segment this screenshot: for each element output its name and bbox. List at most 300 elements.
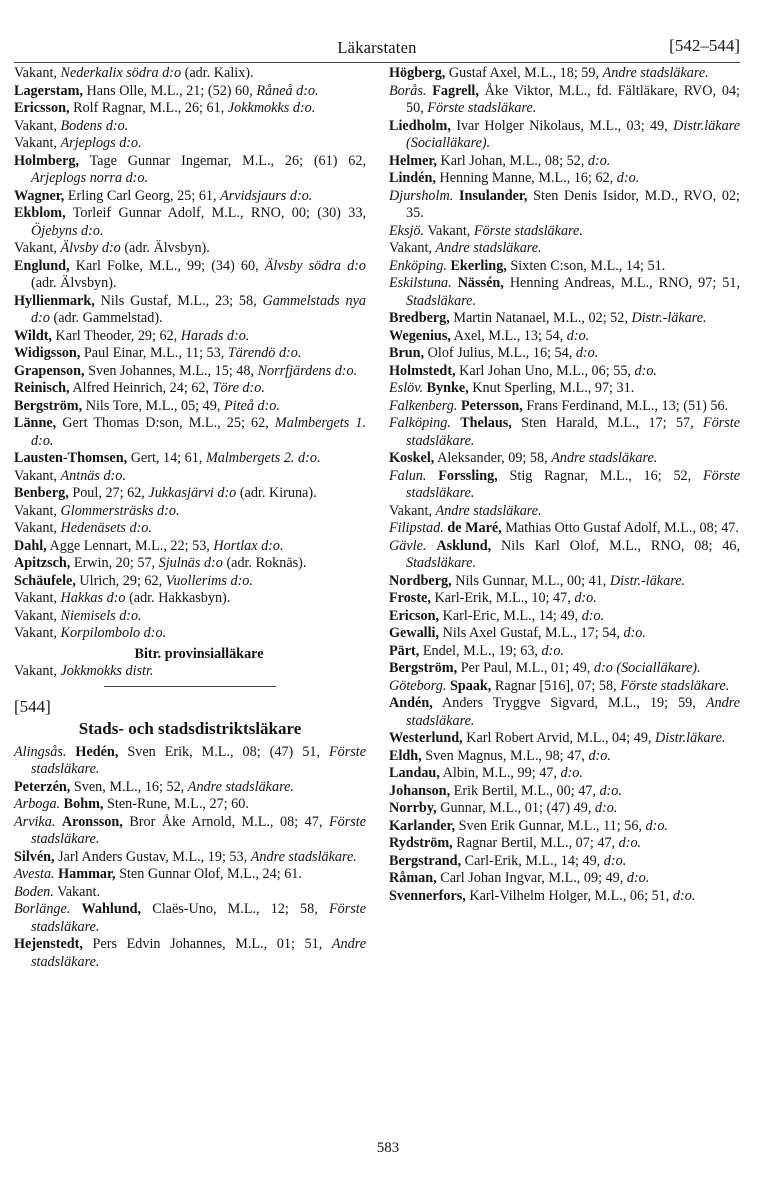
directory-entry <box>14 468 366 486</box>
entry-position: d:o. <box>594 800 618 816</box>
entry-text: Erling Carl Georg, 25; 61, <box>64 187 221 204</box>
entry-text: (adr. Kiruna). <box>236 485 317 501</box>
entry-text: Endel, M.L., 19; 63, <box>419 642 542 659</box>
entry-text: Sven Johannes, M.L., 15; 48, <box>84 362 258 379</box>
directory-entry <box>389 870 740 888</box>
entry-position: Andre stadsläkare. <box>31 936 366 970</box>
entry-text: Åke Viktor, M.L., fd. Fältläkare, RVO, 04; 50, <box>406 82 740 116</box>
section-entry-list <box>14 744 366 972</box>
directory-entry <box>389 818 740 836</box>
entry-surname: Hedén, <box>75 743 119 760</box>
entry-surname: Gewalli, <box>389 625 440 641</box>
entry-position: Tärendö d:o. <box>227 345 302 361</box>
directory-entry <box>389 678 740 696</box>
entry-surname: Hyllienmark, <box>14 292 95 309</box>
directory-entry <box>389 398 740 416</box>
entry-surname: Lausten-Thomsen, <box>14 450 128 466</box>
entry-position: Eskilstuna. <box>389 275 452 291</box>
entry-text: Henning Manne, M.L., 16; 62, <box>435 170 617 186</box>
entry-surname: Lindén, <box>389 170 436 186</box>
entry-position: Förste stadsläkare. <box>406 415 741 449</box>
entry-position: Bodens d:o. <box>60 117 129 134</box>
entry-surname: Bergström, <box>389 660 458 676</box>
entry-position: Borlänge. <box>14 901 71 917</box>
entry-text: Vakant, <box>14 117 61 134</box>
entry-text: Sven Magnus, M.L., 98; 47, <box>421 747 589 764</box>
directory-entry <box>389 573 740 591</box>
paragraph-range: [542–544] <box>669 36 740 55</box>
entry-text: Frans Ferdinand, M.L., 13; (51) 56. <box>522 397 729 414</box>
right-entry-list <box>389 65 740 905</box>
directory-entry <box>14 866 366 884</box>
directory-entry <box>389 468 740 503</box>
left-column <box>14 65 366 971</box>
directory-entry <box>14 258 366 293</box>
entry-text: Rolf Ragnar, M.L., 26; 61, <box>69 100 228 116</box>
entry-position: Piteå d:o. <box>223 397 280 414</box>
page-header <box>14 36 740 62</box>
entry-text: Vakant, <box>14 607 61 624</box>
directory-entry <box>389 170 740 188</box>
entry-text: Aleksander, 09; 58, <box>434 450 552 466</box>
entry-text: Sten Denis Isidor, M.D., RVO, 02; 35. <box>406 187 740 221</box>
directory-entry <box>14 744 366 779</box>
directory-entry <box>14 796 366 814</box>
entry-position: Förste stadsläkare. <box>406 467 741 501</box>
directory-entry <box>389 188 740 223</box>
section-number: [544] <box>14 696 51 716</box>
entry-text: Alfred Heinrich, 24; 62, <box>69 380 213 396</box>
directory-entry <box>389 363 740 381</box>
entry-position: Andre stadsläkare. <box>250 848 357 865</box>
directory-entry <box>14 398 366 416</box>
entry-surname: Westerlund, <box>389 730 463 746</box>
entry-text: Vakant. <box>53 883 101 900</box>
entry-text: Olof Julius, M.L., 16; 54, <box>424 345 576 361</box>
directory-entry <box>389 695 740 730</box>
entry-surname: Johanson, <box>389 782 451 799</box>
entry-text: Vakant, <box>14 65 61 81</box>
entry-position: Vuollerims d:o. <box>165 572 253 589</box>
entry-position: Jokkmokks distr. <box>60 663 154 679</box>
directory-entry <box>389 65 740 83</box>
entry-text: Ragnar Bertil, M.L., 07; 47, <box>452 835 619 851</box>
directory-entry <box>389 275 740 310</box>
directory-entry <box>389 608 740 626</box>
entry-surname: Eldh, <box>389 747 422 764</box>
directory-entry <box>14 450 366 468</box>
entry-text: Gert, 14; 61, <box>127 450 206 466</box>
entry-text: Pers Edvin Johannes, M.L., 01; 51, <box>82 936 332 952</box>
directory-entry <box>389 730 740 748</box>
entry-text: Henning Andreas, M.L., RNO, 97; 51, <box>503 275 741 291</box>
entry-surname: Froste, <box>389 590 431 606</box>
entry-text: Vakant, <box>14 240 61 256</box>
entry-position: Gammelstads nya d:o <box>31 292 366 326</box>
entry-position: Nederkalix södra d:o <box>60 65 182 81</box>
entry-surname: Insulander, <box>458 187 528 204</box>
entry-text: Sixten C:son, M.L., 14; 51. <box>506 257 666 274</box>
directory-entry <box>14 625 366 643</box>
entry-position: Förste stadsläkare. <box>620 677 730 694</box>
entry-position: d:o (Socialläkare). <box>593 660 701 676</box>
entry-text: Carl-Erik, M.L., 14; 49, <box>461 852 604 869</box>
entry-position: Råneå d:o. <box>256 82 319 99</box>
entry-text: Vakant, <box>389 502 436 519</box>
entry-surname: Pärt, <box>389 642 420 659</box>
entry-position: Andre stadsläkare. <box>602 65 709 81</box>
entry-surname: Petersson, <box>460 397 523 414</box>
directory-entry <box>14 293 366 328</box>
entry-surname: Reinisch, <box>14 380 70 396</box>
entry-surname: Thelaus, <box>460 415 512 431</box>
entry-surname: Bredberg, <box>389 310 450 326</box>
entry-position: Borås. <box>389 82 427 99</box>
directory-entry <box>389 240 740 258</box>
directory-entry <box>14 884 366 902</box>
entry-text: Axel, M.L., 13; 54, <box>450 327 567 344</box>
directory-entry <box>14 135 366 153</box>
entry-text: Erwin, 20; 57, <box>70 555 159 571</box>
entry-position: Älvsby södra d:o <box>264 257 366 274</box>
entry-position: Arvidsjaurs d:o. <box>220 187 313 204</box>
entry-surname: Forssling, <box>438 467 498 484</box>
entry-text: Bror Åke Arnold, M.L., 08; 47, <box>122 813 329 830</box>
entry-position: Hortlax d:o. <box>213 537 284 554</box>
entry-text: (adr. Älvsbyn). <box>31 275 117 291</box>
entry-surname: Peterzén, <box>14 778 71 795</box>
entry-position: Boden. <box>14 883 54 900</box>
entry-text: Ragnar [516], 07; 58, <box>491 677 621 694</box>
directory-entry <box>14 538 366 556</box>
directory-entry <box>14 608 366 626</box>
entry-position: Göteborg. <box>389 677 447 694</box>
entry-text: Karl Johan, M.L., 08; 52, <box>436 152 588 169</box>
entry-surname: Dahl, <box>14 537 47 554</box>
entry-position: Arvika. <box>14 813 56 830</box>
entry-position: d:o. <box>616 170 640 186</box>
entry-text: Sven Erik Gunnar, M.L., 11; 56, <box>455 817 646 834</box>
entry-position: Stadsläkare. <box>406 555 477 571</box>
entry-text: Vakant, <box>389 240 436 256</box>
entry-position: d:o. <box>541 642 564 659</box>
entry-text: (adr. Kalix). <box>181 65 254 81</box>
subheading-entry-list <box>14 663 366 681</box>
entry-position: d:o. <box>623 625 646 641</box>
entry-surname: Widigsson, <box>14 345 81 361</box>
entry-surname: Benberg, <box>14 485 69 501</box>
entry-position: Filipstad. <box>389 520 444 536</box>
entry-text: Stig Ragnar, M.L., 16; 52, <box>497 467 703 484</box>
directory-entry <box>389 83 740 118</box>
entry-position: Antnäs d:o. <box>60 467 126 484</box>
directory-entry <box>14 663 366 681</box>
running-title: Läkarstaten <box>337 38 417 57</box>
column-rule <box>104 686 276 687</box>
directory-entry <box>389 153 740 171</box>
entry-position: Harads d:o. <box>180 327 250 344</box>
directory-entry <box>14 188 366 206</box>
entry-text: Nils Gustaf, M.L., 23; 58, <box>94 292 263 309</box>
entry-text: (adr. Roknäs). <box>222 555 307 571</box>
directory-entry <box>14 65 366 83</box>
entry-text: Martin Natanael, M.L., 02; 52, <box>449 310 632 326</box>
entry-position: Förste stadsläkare. <box>31 813 366 847</box>
entry-text: Nils Tore, M.L., 05; 49, <box>82 397 224 414</box>
entry-position: d:o. <box>574 590 597 606</box>
directory-entry <box>389 415 740 450</box>
entry-text: Hans Olle, M.L., 21; (52) 60, <box>82 82 257 99</box>
entry-position: d:o. <box>645 817 668 834</box>
entry-position: Öjebyns d:o. <box>31 222 104 239</box>
entry-position: d:o. <box>603 852 627 869</box>
directory-entry <box>389 800 740 818</box>
directory-entry <box>14 328 366 346</box>
directory-entry <box>389 328 740 346</box>
entry-surname: Ericsson, <box>14 100 70 116</box>
entry-surname: Rydström, <box>389 835 453 851</box>
entry-text: Carl Johan Ingvar, M.L., 09; 49, <box>436 870 627 886</box>
entry-position: Förste stadsläkare. <box>31 743 367 777</box>
entry-surname: Lagerstam, <box>14 82 83 99</box>
entry-text: Sven, M.L., 16; 52, <box>70 778 188 795</box>
entry-text: Karl-Erik, M.L., 10; 47, <box>430 590 575 606</box>
entry-surname: Bergström, <box>14 397 83 414</box>
entry-surname: Hammar, <box>58 866 116 882</box>
entry-text: Jarl Anders Gustav, M.L., 19; 53, <box>54 848 251 865</box>
entry-position: d:o. <box>599 782 622 799</box>
entry-position: Jokkmokks d:o. <box>227 100 316 116</box>
entry-surname: Holmberg, <box>14 152 80 169</box>
entry-text: Ivar Holger Nikolaus, M.L., 03; 49, <box>450 117 674 134</box>
entry-surname: Wegenius, <box>389 327 451 344</box>
directory-entry <box>389 118 740 153</box>
directory-entry <box>14 83 366 101</box>
entry-text <box>451 415 460 431</box>
directory-entry <box>389 853 740 871</box>
entry-text: Karl Theoder, 29; 62, <box>51 327 181 344</box>
directory-entry <box>389 538 740 573</box>
entry-surname: Spaak, <box>449 677 492 694</box>
directory-entry <box>389 783 740 801</box>
entry-position: Andre stadsläkare. <box>435 502 542 519</box>
directory-entry <box>14 485 366 503</box>
right-column <box>389 65 740 905</box>
entry-surname: Grapenson, <box>14 362 85 379</box>
directory-entry <box>14 100 366 118</box>
entry-text: Gustaf Axel, M.L., 18; 59, <box>445 65 603 81</box>
entry-text: Karl-Vilhelm Holger, M.L., 06; 51, <box>465 887 673 904</box>
entry-text: Torleif Gunnar Adolf, M.L., RNO, 00; (30) 33, <box>65 205 366 221</box>
entry-text: Tage Gunnar Ingemar, M.L., 26; (61) 62, <box>79 152 366 169</box>
entry-surname: Ekerling, <box>450 257 507 274</box>
entry-text: Nils Karl Olof, M.L., RNO, 08; 46, <box>491 537 741 554</box>
entry-surname: Apitzsch, <box>14 555 71 571</box>
directory-entry <box>389 643 740 661</box>
entry-text: Nils Axel Gustaf, M.L., 17; 54, <box>439 625 624 641</box>
entry-position: Distr.-läkare. <box>631 310 707 326</box>
directory-entry <box>14 590 366 608</box>
directory-entry <box>389 223 740 241</box>
entry-text: Vakant, <box>14 467 61 484</box>
entry-position: Malmbergets 1. d:o. <box>31 415 367 449</box>
entry-surname: Holmstedt, <box>389 362 456 379</box>
entry-position: Andre stadsläkare. <box>435 240 542 256</box>
directory-entry <box>14 153 366 188</box>
directory-entry <box>14 849 366 867</box>
entry-text: Vakant, <box>14 590 61 606</box>
entry-position: Arboga. <box>14 796 61 812</box>
directory-entry <box>14 814 366 849</box>
entry-surname: Hejenstedt, <box>14 936 83 952</box>
entry-position: Förste stadsläkare. <box>427 100 537 116</box>
entry-text: Karl Johan Uno, M.L., 06; 55, <box>455 362 635 379</box>
entry-text: Paul Einar, M.L., 11; 53, <box>80 345 228 361</box>
directory-entry <box>389 310 740 328</box>
directory-entry <box>14 555 366 573</box>
directory-entry <box>389 380 740 398</box>
entry-surname: Wahlund, <box>81 901 142 917</box>
directory-entry <box>14 345 366 363</box>
entry-surname: Aronsson, <box>61 813 123 830</box>
entry-text: (adr. Gammelstad). <box>49 310 163 326</box>
entry-text: Gunnar, M.L., 01; (47) 49, <box>436 800 595 816</box>
entry-surname: Brun, <box>389 345 425 361</box>
entry-text: Sten-Rune, M.L., 27; 60. <box>103 796 249 812</box>
directory-entry <box>389 345 740 363</box>
entry-surname: Nordberg, <box>389 572 452 589</box>
entry-text: Knut Sperling, M.L., 97; 31. <box>468 380 635 396</box>
entry-position: d:o. <box>560 765 583 781</box>
entry-position: Falkenberg. <box>389 397 458 414</box>
entry-text: Poul, 27; 62, <box>68 485 149 501</box>
entry-surname: Ericson, <box>389 607 440 624</box>
directory-entry <box>389 503 740 521</box>
entry-position: Glommersträsks d:o. <box>60 502 180 519</box>
section-title: Stads- och stadsdistriktsläkare <box>78 718 302 738</box>
entry-position: Falköping. <box>389 415 451 431</box>
entry-position: Förste stadsläkare. <box>473 222 583 239</box>
entry-surname: Andén, <box>389 695 433 711</box>
directory-entry <box>14 363 366 381</box>
entry-text: (adr. Hakkasbyn). <box>125 590 231 606</box>
entry-position: Avesta. <box>14 866 55 882</box>
entry-position: Andre stadsläkare. <box>187 778 294 795</box>
entry-text: Sten Gunnar Olof, M.L., 24; 61. <box>115 866 302 882</box>
directory-entry <box>389 258 740 276</box>
entry-surname: Svennerfors, <box>389 887 466 904</box>
entry-position: Arjeplogs norra d:o. <box>31 170 149 186</box>
directory-entry <box>389 835 740 853</box>
directory-entry <box>389 590 740 608</box>
entry-surname: de Maré, <box>447 520 502 536</box>
directory-entry <box>389 765 740 783</box>
entry-text: Albin, M.L., 99; 47, <box>439 765 561 781</box>
directory-entry <box>14 901 366 936</box>
entry-position: Andre stadsläkare. <box>551 450 658 466</box>
directory-entry <box>14 205 366 240</box>
entry-position: Falun. <box>389 467 427 484</box>
entry-position: Hakkas d:o <box>60 590 126 606</box>
entry-position: Distr.läkare (Socialläkare). <box>406 117 740 151</box>
entry-text: Sten Harald, M.L., 17; 57, <box>511 415 703 431</box>
directory-entry <box>14 118 366 136</box>
entry-text: Vakant, <box>14 625 61 641</box>
entry-surname: Bohm, <box>63 796 104 812</box>
header-rule <box>14 62 740 63</box>
entry-position: Älvsby d:o <box>60 240 121 256</box>
entry-surname: Fagrell, <box>432 82 479 99</box>
directory-entry <box>14 936 366 971</box>
directory-entry <box>14 503 366 521</box>
entry-text: Vakant, <box>14 135 61 151</box>
entry-text: Vakant, <box>424 222 474 239</box>
entry-position: Djursholm. <box>389 187 454 204</box>
subheading: Bitr. provinsialläkare <box>134 645 264 662</box>
entry-surname: Silvén, <box>14 848 55 865</box>
directory-entry <box>389 520 740 538</box>
entry-position: d:o. <box>566 327 590 344</box>
entry-text: Per Paul, M.L., 01; 49, <box>457 660 594 676</box>
entry-surname: Liedholm, <box>389 117 451 134</box>
entry-text: (adr. Älvsbyn). <box>120 240 210 256</box>
entry-position: Eslöv. <box>389 380 424 396</box>
entry-text: Ulrich, 29; 62, <box>75 572 166 589</box>
entry-text <box>70 901 81 917</box>
page-number: 583 <box>376 1140 400 1156</box>
directory-entry <box>14 520 366 538</box>
entry-surname: Wagner, <box>14 187 65 204</box>
entry-position: Malmbergets 2. d:o. <box>205 450 321 466</box>
entry-position: d:o. <box>587 152 611 169</box>
entry-surname: Wildt, <box>14 327 52 344</box>
entry-text: Agge Lennart, M.L., 22; 53, <box>46 537 214 554</box>
entry-text: Mathias Otto Gustaf Adolf, M.L., 08; 47. <box>501 520 739 536</box>
entry-surname: Schäufele, <box>14 572 76 589</box>
entry-position: Distr.läkare. <box>655 730 726 746</box>
entry-position: d:o. <box>575 345 599 361</box>
left-entry-list <box>14 65 366 643</box>
entry-position: Jukkasjärvi d:o <box>148 485 237 501</box>
entry-position: d:o. <box>581 607 605 624</box>
entry-surname: Länne, <box>14 415 57 431</box>
directory-entry <box>14 779 366 797</box>
entry-position: d:o. <box>618 835 642 851</box>
entry-surname: Högberg, <box>389 65 446 81</box>
entry-surname: Råman, <box>389 870 437 886</box>
entry-surname: Landau, <box>389 765 440 781</box>
entry-position: Stadsläkare. <box>406 292 477 309</box>
entry-position: d:o. <box>626 870 650 886</box>
entry-position: Eksjö. <box>389 222 425 239</box>
entry-text: Sven Erik, M.L., 08; (47) 51, <box>118 743 329 760</box>
entry-text: Anders Tryggve Sigvard, M.L., 19; 59, <box>432 695 706 711</box>
entry-surname: Norrby, <box>389 800 437 816</box>
entry-position: Enköping. <box>389 257 447 274</box>
entry-position: Sjulnäs d:o <box>158 555 223 571</box>
directory-entry <box>389 888 740 906</box>
entry-text: Vakant, <box>14 663 61 679</box>
entry-text: Vakant, <box>14 520 61 536</box>
entry-position: Förste stadsläkare. <box>31 901 366 935</box>
entry-position: Töre d:o. <box>212 380 265 396</box>
entry-position: Hedenäsets d:o. <box>60 520 152 536</box>
entry-text <box>426 538 436 554</box>
entry-position: Norrfjärdens d:o. <box>257 362 358 379</box>
directory-entry <box>389 748 740 766</box>
directory-entry <box>389 450 740 468</box>
entry-position: Andre stadsläkare. <box>406 695 740 729</box>
